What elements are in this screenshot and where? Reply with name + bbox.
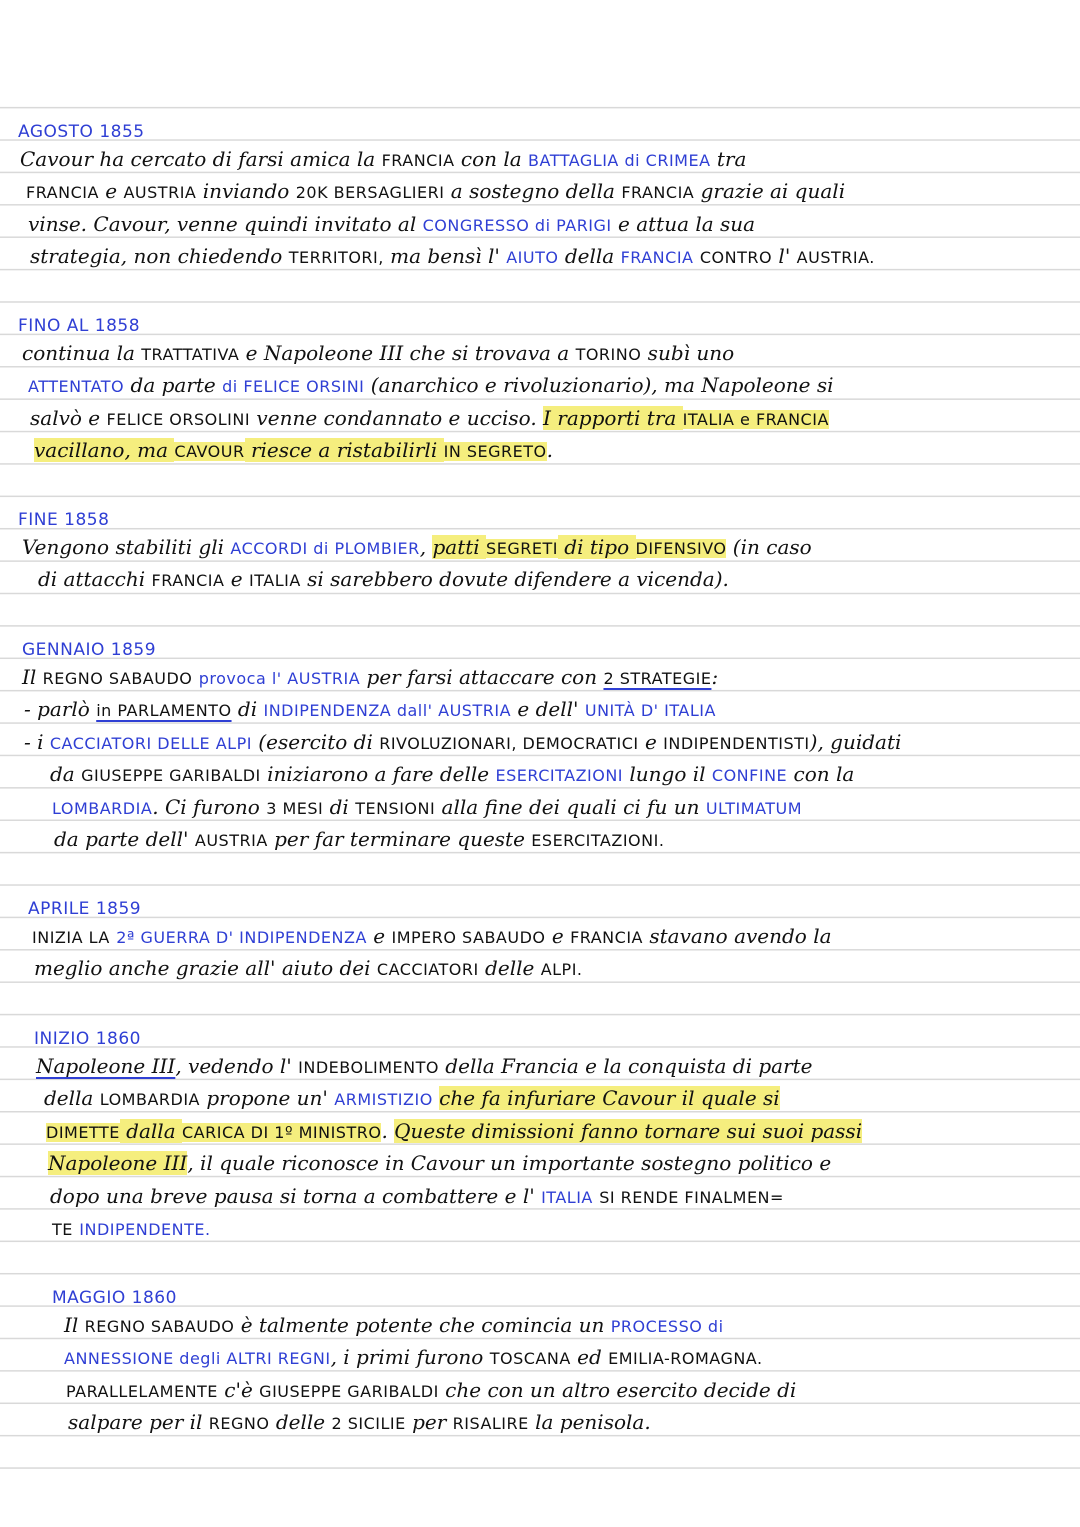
text-segment: ed — [570, 1345, 609, 1370]
section-heading: AGOSTO 1855 — [18, 122, 145, 142]
text-segment: e — [366, 924, 392, 948]
text-segment: AUSTRIA — [123, 183, 197, 203]
key-term: 2ª GUERRA D' INDIPENDENZA — [116, 928, 367, 947]
note-line — [30, 402, 829, 434]
section-heading: MAGGIO 1860 — [52, 1288, 177, 1308]
underlined-text: 2 STRATEGIE — [603, 669, 712, 688]
highlighted-text: CARICA DI 1º MINISTRO — [182, 1122, 382, 1142]
highlighted-text: di tipo — [557, 535, 636, 559]
text-segment: - i — [24, 729, 50, 754]
key-term: PROCESSO di — [610, 1317, 724, 1336]
highlighted-text: I rapporti tra — [543, 405, 683, 430]
text-segment: INDEBOLIMENTO — [298, 1058, 439, 1077]
text-segment: FRANCIA — [151, 571, 225, 591]
text-segment: grazie ai quali — [694, 179, 846, 204]
text-segment: . — [546, 438, 553, 463]
text-segment: RISALIRE — [452, 1414, 529, 1434]
text-segment: di — [323, 794, 356, 819]
text-segment: IMPERO SABAUDO — [391, 928, 546, 947]
text-segment: ma bensì l' — [383, 244, 507, 269]
text-segment: (anarchico e rivoluzionario), ma Napoleone si — [364, 373, 834, 398]
text-segment: della — [558, 244, 621, 269]
text-segment: lungo il — [623, 762, 712, 787]
highlighted-text: che fa infuriare Cavour il quale si — [439, 1086, 780, 1111]
key-term: LOMBARDIA — [52, 798, 153, 818]
note-line — [32, 920, 832, 952]
text-segment: alla fine dei quali ci fu un — [435, 794, 706, 819]
note-line — [52, 1212, 211, 1244]
text-segment: Vengono stabiliti gli — [22, 535, 231, 559]
text-segment: RIVOLUZIONARI, DEMOCRATICI — [379, 733, 639, 753]
text-segment: è talmente potente che comincia un — [234, 1313, 611, 1337]
text-segment: (esercito di — [251, 729, 380, 754]
text-segment: GIUSEPPE GARIBALDI — [259, 1381, 439, 1401]
text-segment: ), guidati — [809, 729, 902, 754]
text-segment: Cavour ha cercato di farsi amica la — [20, 147, 382, 171]
note-line — [48, 1147, 831, 1179]
text-segment: FRANCIA — [381, 151, 455, 170]
highlighted-text: ITALIA e FRANCIA — [682, 409, 829, 429]
note-line — [24, 726, 901, 758]
text-segment: da — [50, 762, 82, 787]
section-heading: INIZIO 1860 — [34, 1029, 141, 1049]
text-segment: meglio anche grazie all' aiuto dei — [34, 956, 377, 981]
text-segment: e — [224, 567, 249, 592]
key-term: provoca l' AUSTRIA — [198, 669, 361, 688]
note-line — [26, 175, 845, 207]
text-segment: con la — [787, 762, 855, 787]
text-segment: FRANCIA — [621, 183, 695, 203]
note-line — [22, 661, 718, 693]
text-segment: EMILIA-ROMAGNA. — [608, 1349, 763, 1369]
text-segment: SI RENDE FINALMEN= — [599, 1187, 784, 1207]
text-segment: strategia, non chiedendo — [30, 244, 289, 269]
text-segment: TERRITORI, — [288, 248, 384, 268]
text-segment: salvò e — [30, 405, 107, 430]
text-segment: GIUSEPPE GARIBALDI — [81, 766, 261, 786]
text-segment: salpare per il — [68, 1410, 209, 1435]
text-segment: della — [44, 1086, 100, 1111]
text-segment: per far terminare queste — [267, 827, 532, 851]
text-segment: CACCIATORI — [376, 960, 479, 980]
note-line — [28, 208, 755, 240]
highlighted-text: dalla — [119, 1118, 182, 1143]
text-segment: 3 MESI — [266, 798, 324, 818]
key-term: AIUTO — [506, 248, 559, 268]
key-term: ARMISTIZIO — [334, 1090, 433, 1110]
page-bottom-margin — [0, 1469, 1080, 1527]
text-segment: che con un altro esercito decide di — [438, 1377, 797, 1402]
page-top-margin — [0, 0, 1080, 106]
key-term: ESERCITAZIONI — [495, 766, 624, 786]
text-segment: : — [711, 665, 719, 689]
text-segment: , vedendo l' — [175, 1054, 299, 1078]
key-term: UNITÀ D' ITALIA — [584, 701, 716, 721]
key-term: di FELICE ORSINI — [222, 377, 365, 397]
text-segment: ESERCITAZIONI. — [531, 831, 665, 850]
note-line — [52, 791, 802, 823]
text-segment: TORINO — [575, 345, 642, 364]
note-line — [66, 1374, 796, 1406]
text-segment: INDIPENDENTISTI — [663, 733, 810, 753]
text-segment: REGNO SABAUDO — [84, 1317, 235, 1336]
text-segment: , il quale riconosce in Cavour un importante sostegno politico e — [187, 1151, 832, 1176]
note-line — [34, 434, 553, 466]
text-segment: AUSTRIA — [194, 831, 268, 850]
note-line — [34, 952, 583, 984]
key-term: ACCORDI di PLOMBIER — [230, 539, 420, 558]
key-term: CONFINE — [711, 766, 788, 786]
highlighted-text: patti — [432, 535, 487, 559]
text-segment: , — [419, 535, 433, 559]
key-term: CONGRESSO di PARIGI — [422, 215, 612, 235]
text-segment: dopo una breve pausa si torna a combattere e l' — [50, 1183, 542, 1208]
highlighted-text: CAVOUR — [174, 442, 245, 462]
note-line — [44, 1082, 780, 1114]
note-line — [54, 823, 664, 855]
note-line — [64, 1341, 763, 1373]
highlighted-text: riesce a ristabilirli — [244, 438, 444, 463]
text-segment: iniziarono a fare delle — [260, 762, 496, 787]
text-segment: TE — [52, 1220, 73, 1239]
text-segment: stavano avendo la — [642, 924, 832, 948]
key-term: INDIPENDENTE. — [79, 1220, 211, 1239]
note-line — [22, 337, 734, 369]
text-segment: CONTRO — [699, 248, 773, 268]
highlighted-text: Queste dimissioni fanno tornare sui suoi passi — [394, 1118, 863, 1143]
text-segment: e — [98, 179, 124, 204]
text-segment: per farsi attaccare con — [360, 665, 604, 689]
text-segment: si sarebbero dovute difendere a vicenda). — [300, 567, 729, 592]
text-segment: FRANCIA — [570, 928, 643, 947]
highlighted-text: Napoleone III — [48, 1151, 188, 1176]
key-term: ULTIMATUM — [705, 798, 803, 818]
text-segment: (in caso — [726, 535, 812, 559]
text-segment: 20K BERSAGLIERI — [295, 183, 445, 203]
text-segment: venne condannato e ucciso. — [250, 405, 544, 430]
section-heading: GENNAIO 1859 — [22, 640, 157, 660]
text-segment: ITALIA — [249, 571, 301, 591]
note-line — [36, 1050, 813, 1082]
highlighted-text: SEGRETI — [486, 539, 558, 558]
text-segment: continua la — [22, 341, 142, 365]
section-heading: FINO AL 1858 — [18, 316, 141, 336]
text-segment: AUSTRIA. — [796, 248, 875, 268]
note-line — [30, 240, 875, 272]
highlighted-text: DIFENSIVO — [635, 539, 727, 558]
highlighted-text: vacillano, ma — [34, 438, 175, 463]
text-segment: l' — [772, 244, 797, 269]
text-segment: LOMBARDIA — [99, 1090, 200, 1110]
text-segment: a sostegno della — [444, 179, 622, 204]
text-segment: - parlò — [24, 697, 97, 722]
text-segment: . — [381, 1118, 395, 1143]
text-segment: . Ci furono — [152, 794, 267, 819]
text-segment: INIZIA LA — [32, 928, 110, 947]
highlighted-text: DIMETTE — [46, 1122, 120, 1142]
note-line — [68, 1406, 651, 1438]
note-line — [22, 531, 812, 563]
text-segment: da parte dell' — [54, 827, 195, 851]
text-segment: vinse. Cavour, venne quindi invitato al — [28, 211, 423, 236]
underlined-text: Napoleone III — [36, 1054, 176, 1078]
text-segment: REGNO SABAUDO — [42, 669, 193, 688]
text-segment: tra — [710, 147, 747, 171]
key-term: ANNESSIONE degli ALTRI REGNI — [64, 1349, 331, 1369]
section-heading: APRILE 1859 — [28, 899, 142, 919]
text-segment: con la — [454, 147, 529, 171]
text-segment: 2 SICILIE — [331, 1414, 406, 1434]
text-segment: e attua la sua — [611, 211, 756, 236]
underlined-text: in PARLAMENTO — [96, 701, 232, 721]
text-segment: di — [231, 697, 264, 722]
text-segment: FELICE ORSOLINI — [106, 409, 251, 429]
text-segment: REGNO — [208, 1414, 270, 1434]
text-segment: inviando — [196, 179, 296, 204]
text-segment: subì uno — [641, 341, 735, 365]
text-segment: Il — [22, 665, 43, 689]
note-line — [28, 369, 834, 401]
note-line — [64, 1309, 724, 1341]
text-segment: di attacchi — [38, 567, 152, 592]
key-term: ATTENTATO — [28, 377, 125, 397]
key-term: BATTAGLIA di CRIMEA — [528, 151, 711, 170]
text-segment: ALPI. — [540, 960, 583, 980]
key-term: ITALIA — [541, 1187, 593, 1207]
key-term: INDIPENDENZA dall' AUSTRIA — [263, 701, 512, 721]
text-segment: propone un' — [199, 1086, 335, 1111]
note-line — [50, 758, 854, 790]
note-line — [20, 143, 746, 175]
text-segment: delle — [478, 956, 541, 981]
text-segment: e — [545, 924, 571, 948]
note-line — [50, 1180, 784, 1212]
text-segment: TRATTATIVA — [141, 345, 240, 364]
section-heading: FINE 1858 — [18, 510, 110, 530]
text-segment: la penisola. — [528, 1410, 651, 1435]
text-segment: TENSIONI — [355, 798, 436, 818]
note-line — [24, 693, 716, 725]
text-segment: e Napoleone III che si trovava a — [239, 341, 576, 365]
text-segment: , i primi furono — [330, 1345, 490, 1370]
text-segment: PARALLELAMENTE — [66, 1381, 218, 1401]
note-line — [46, 1115, 862, 1147]
text-segment: TOSCANA — [489, 1349, 571, 1369]
text-segment: per — [405, 1410, 453, 1435]
text-segment: delle — [269, 1410, 332, 1435]
text-segment: FRANCIA — [26, 183, 99, 203]
key-term: CACCIATORI DELLE ALPI — [49, 733, 252, 753]
text-segment: e dell' — [511, 697, 585, 722]
note-line — [38, 563, 729, 595]
key-term: FRANCIA — [620, 248, 694, 268]
text-segment: c'è — [217, 1377, 260, 1402]
highlighted-text: IN SEGRETO — [443, 442, 547, 462]
text-segment: e — [638, 729, 664, 754]
text-segment: Il — [64, 1313, 85, 1337]
text-segment: da parte — [124, 373, 223, 398]
text-segment: della Francia e la conquista di parte — [438, 1054, 813, 1078]
